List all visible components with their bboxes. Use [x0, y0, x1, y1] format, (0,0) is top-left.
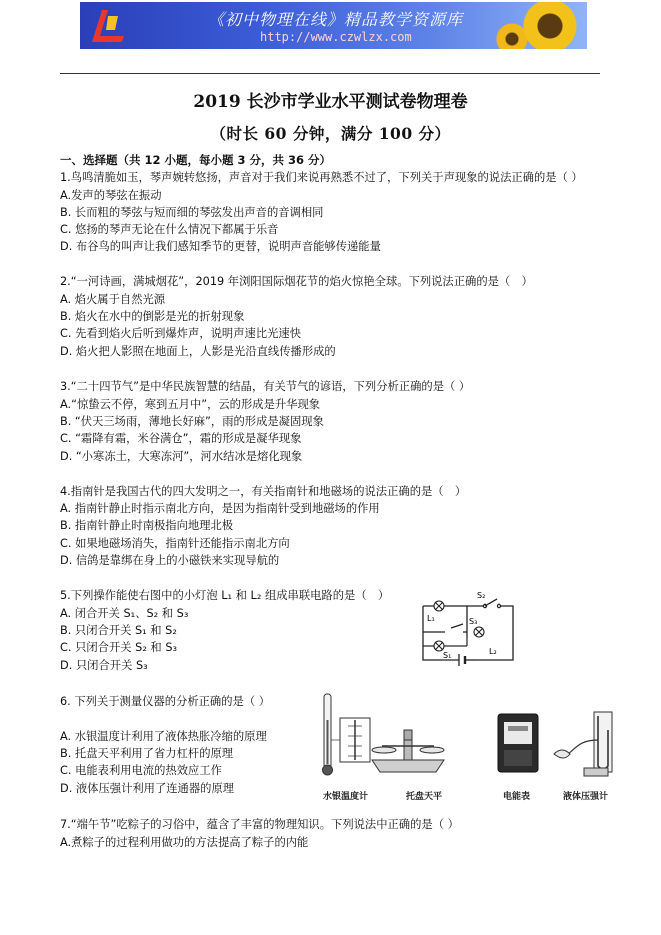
banner-title: 《初中物理在线》精品教学资源库: [208, 10, 464, 29]
section-heading: 一、选择题（共 12 小题，每小题 3 分，共 36 分）: [60, 153, 332, 167]
paper-subtitle: （时长 60 分钟，满分 100 分）: [210, 124, 451, 143]
question-7-stem: 7.“端午节”吃粽子的习俗中，蕴含了丰富的物理知识。下列说法中正确的是（ ）: [60, 818, 459, 831]
option-b: B. 托盘天平利用了省力杠杆的原理: [60, 747, 234, 760]
option-d: D. 焰火把人影照在地面上，人影是光沿直线传播形成的: [60, 345, 336, 358]
question-3-stem: 3.“二十四节气”是中华民族智慧的结晶，有关节气的谚语，下列分析正确的是（ ）: [60, 380, 471, 393]
lamp-label: L₂: [489, 647, 497, 656]
lamp-icon: [474, 627, 484, 637]
switch-label: S₁: [443, 651, 452, 660]
sunflower-icon: [520, 2, 580, 49]
option-b: B. 焰火在水中的倒影是光的折射现象: [60, 310, 245, 323]
option-d: D. 信鸽是靠绑在身上的小磁铁来实现导航的: [60, 554, 280, 567]
circuit-diagram: [405, 588, 525, 670]
lamp-label: L₁: [427, 614, 435, 623]
question-2-stem: 2.“一河诗画，满城烟花”，2019 年浏阳国际烟花节的焰火惊艳全球。下列说法正确的是（ ）: [60, 275, 533, 288]
option-b: B. 长而粗的琴弦与短而细的琴弦发出声音的音调相同: [60, 206, 324, 219]
option-b: B. 指南针静止时南极指向地理北极: [60, 519, 234, 532]
paper-title: 2019 长沙市学业水平测试卷物理卷: [193, 92, 468, 112]
electricity-meter-icon: [498, 714, 538, 772]
figure-caption: 电能表: [503, 792, 531, 802]
option-a: A. 焰火属于自然光源: [60, 293, 166, 306]
option-c: C. 悠扬的琴声无论在什么情况下都属于乐音: [60, 223, 279, 236]
question-4-stem: 4.指南针是我国古代的四大发明之一，有关指南针和地磁场的说法正确的是（ ）: [60, 485, 467, 498]
option-a: A.煮粽子的过程利用做功的方法提高了粽子的内能: [60, 836, 309, 849]
option-c: C. 电能表利用电流的热效应工作: [60, 764, 222, 777]
option-a: A.“惊蛰云不停，寒到五月中”，云的形成是升华现象: [60, 398, 321, 411]
option-c: C. 如果地磁场消失，指南针还能指示南北方向: [60, 537, 290, 550]
option-a: A. 水银温度计利用了液体热胀冷缩的原理: [60, 730, 267, 743]
balance-scale-icon: [372, 730, 444, 772]
option-d: D. 液体压强计利用了连通器的原理: [60, 782, 235, 795]
option-a: A. 闭合开关 S₁、S₂ 和 S₃: [60, 607, 189, 620]
instruments-figure: [318, 690, 618, 788]
figure-caption: 液体压强计: [563, 792, 609, 802]
figure-caption: 水银温度计: [323, 792, 369, 802]
option-c: C. 先看到焰火后听到爆炸声，说明声速比光速快: [60, 327, 302, 340]
question-6-stem: 6. 下列关于测量仪器的分析正确的是（ ）: [60, 695, 271, 708]
lamp-icon: [434, 601, 444, 611]
option-d: D. 布谷鸟的叫声让我们感知季节的更替，说明声音能够传递能量: [60, 240, 381, 253]
header-banner: [80, 2, 587, 49]
option-a: A.发声的琴弦在振动: [60, 189, 162, 202]
switch-label: S₃: [469, 617, 478, 626]
switch-label: S₂: [477, 591, 486, 600]
option-d: D. “小寒冻土，大寒冻河”，河水结冰是熔化现象: [60, 450, 303, 463]
divider: [60, 73, 600, 74]
thermometer-icon: [323, 694, 371, 775]
option-b: B. “伏天三场雨，薄地长好麻”，雨的形成是凝固现象: [60, 415, 324, 428]
lamp-icon: [434, 641, 444, 651]
figure-caption: 托盘天平: [406, 792, 443, 802]
option-d: D. 只闭合开关 S₃: [60, 659, 148, 672]
banner-url: http://www.czwlzx.com: [260, 30, 412, 44]
option-a: A. 指南针静止时指示南北方向，是因为指南针受到地磁场的作用: [60, 502, 380, 515]
option-c: C. 只闭合开关 S₂ 和 S₃: [60, 641, 178, 654]
option-b: B. 只闭合开关 S₁ 和 S₂: [60, 624, 177, 637]
logo-icon: [88, 6, 128, 46]
question-1-stem: 1.鸟鸣清脆如玉，琴声婉转悠扬，声音对于我们来说再熟悉不过了，下列关于声现象的说法正确的是（ ）: [60, 171, 583, 184]
pressure-gauge-icon: [554, 712, 612, 776]
option-c: C. “霜降有霜，米谷满仓”，霜的形成是凝华现象: [60, 432, 302, 445]
question-5-stem: 5.下列操作能使右图中的小灯泡 L₁ 和 L₂ 组成串联电路的是（ ）: [60, 589, 390, 602]
